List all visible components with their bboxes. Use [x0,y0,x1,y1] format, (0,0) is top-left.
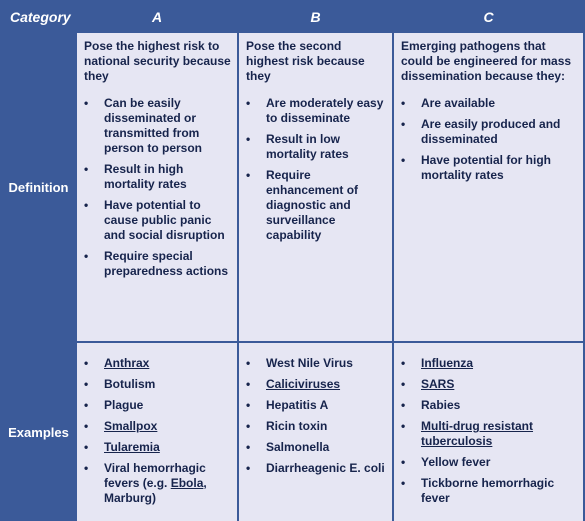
list-item [84,377,231,392]
list-item [84,398,231,413]
examples-cell-c [394,343,583,521]
header-a-label: A [151,8,163,25]
examples-cell-a [77,343,237,521]
list-item: • Are easily produced and disseminated [401,117,577,147]
examples-cell-b [239,343,392,521]
list-item [246,419,386,434]
list-item [84,440,231,455]
list-item [246,398,386,413]
list-item [84,356,231,371]
list-item [246,440,386,455]
list-item [401,398,577,413]
list-item [246,377,386,392]
list-item [401,377,577,392]
list-item [246,461,386,476]
influenza-link[interactable]: Influenza [421,356,474,370]
list-item: • Require enhancement of diagnostic and surveillance capability [246,168,386,243]
mdr-tb-link[interactable]: Multi-drug resistant tuberculosis [421,419,534,448]
examples-b-list [246,349,386,476]
list-item [401,476,577,506]
tularemia-link[interactable]: Tularemia [104,440,160,454]
definition-cell-c [394,33,583,341]
header-category-label: Category [10,8,71,25]
botulism-text: Botulism [104,377,156,391]
examples-c-list [401,349,577,506]
list-item [84,419,231,434]
smallpox-link[interactable]: Smallpox [104,419,158,433]
definition-a-intro: Pose the highest risk to national security because they [84,39,231,83]
header-b-label: B [310,8,321,25]
list-item: • Can be easily disseminated or transmitted from person to person [84,96,231,156]
row-label-examples [2,343,75,521]
list-item [401,356,577,371]
definition-b-list [246,96,386,243]
list-item [246,356,386,371]
list-item: • Have potential to cause public panic and social disruption [84,198,231,243]
header-c [394,2,583,31]
definition-a-list [84,96,231,279]
ricin-text: Ricin toxin [266,419,328,433]
viral-hemorrhagic-prefix: Viral hemorrhagic fevers (e.g. [104,461,206,490]
list-item: • Result in low mortality rates [246,132,386,162]
anthrax-link[interactable]: Anthrax [104,356,150,370]
definition-cell-a [77,33,237,341]
examples-label: Examples [8,424,69,440]
list-item: • Are available [401,96,577,111]
caliciviruses-link[interactable]: Caliciviruses [266,377,341,391]
list-item [84,461,231,506]
list-item: • Have potential for high mortality rates [401,153,577,183]
rabies-text: Rabies [421,398,461,412]
definition-label: Definition [8,179,69,195]
header-category [2,2,75,31]
hepatitis-a-text: Hepatitis A [266,398,329,412]
e-coli-text: Diarrheagenic E. coli [266,461,385,475]
salmonella-text: Salmonella [266,440,330,454]
viral-hemorrhagic-suffix: , Marburg) [104,476,207,505]
sars-link[interactable]: SARS [421,377,455,391]
ebola-link[interactable]: Ebola [170,476,204,490]
row-label-definition [2,33,75,341]
list-item: • Require special preparedness actions [84,249,231,279]
yellow-fever-text: Yellow fever [421,455,491,469]
list-item [401,419,577,449]
list-item [401,455,577,470]
list-item: • Result in high mortality rates [84,162,231,192]
header-c-label: C [483,8,494,25]
plague-text: Plague [104,398,144,412]
examples-a-list [84,349,231,506]
definition-c-intro: Emerging pathogens that could be engineered for mass dissemination because they: [401,39,572,83]
header-b [239,2,392,31]
west-nile-text: West Nile Virus [266,356,353,370]
definition-b-intro: Pose the second highest risk because they [246,39,365,83]
tickborne-text: Tickborne hemorrhagic fever [421,476,555,505]
header-a [77,2,237,31]
list-item: • Are moderately easy to disseminate [246,96,386,126]
definition-cell-b [239,33,392,341]
definition-c-list [401,96,577,183]
